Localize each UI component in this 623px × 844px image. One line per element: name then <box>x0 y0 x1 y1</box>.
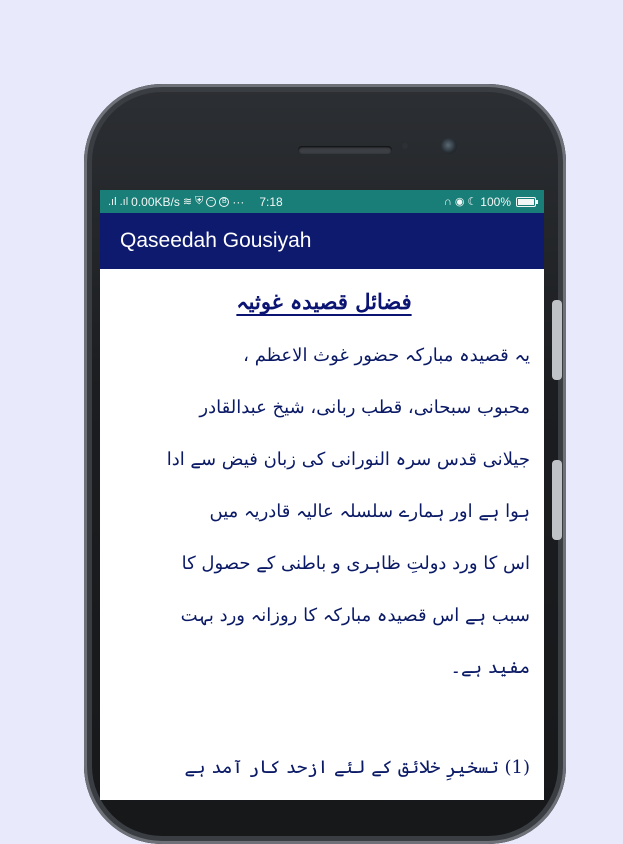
status-bar <box>100 190 544 213</box>
signal-bars-icon: .ıl .ıl <box>108 195 129 208</box>
paragraph-line: سبب ہے اس قصیدہ مبارکہ کا روزانہ ورد بہت <box>180 605 530 626</box>
earpiece-speaker <box>298 146 392 154</box>
status-time: 7:18 <box>259 194 283 209</box>
headset-icon: ∩ <box>443 195 452 208</box>
paragraph-line: یہ قصیدہ مبارکہ حضور غوث الاعظم ، <box>243 345 530 366</box>
moon-icon: ☾ <box>467 196 478 208</box>
description-paragraph <box>118 330 530 694</box>
content-area[interactable] <box>100 269 544 794</box>
paragraph-line: مفید ہے۔ <box>450 657 530 678</box>
status-bar-left <box>108 195 283 209</box>
paragraph-line: جیلانی قدس سرہ النورانی کی زبان فیض سے ادا <box>166 449 530 470</box>
wifi-icon: ≋ <box>182 196 193 208</box>
paragraph-line: محبوب سبحانی، قطب ربانی، شیخ عبدالقادر <box>199 397 530 418</box>
shield-icon: ⛨ <box>195 195 204 207</box>
battery-icon <box>516 197 536 207</box>
network-speed: 0.00KB/s <box>131 194 180 209</box>
phone-screen <box>100 190 544 800</box>
benefit-item-1: (1) تسخیرِ خلائق کے لئے ازحد کار آمد ہے <box>184 757 530 778</box>
status-bar-right <box>444 195 536 209</box>
app-bar <box>100 213 544 269</box>
messenger-icon: ~ <box>206 197 216 207</box>
front-camera <box>441 138 457 154</box>
power-button <box>552 460 562 540</box>
more-notifications-icon: ··· <box>232 194 245 209</box>
paragraph-line: اس کا ورد دولتِ ظاہری و باطنی کے حصول کا <box>181 553 530 574</box>
volume-button <box>552 300 562 380</box>
paragraph-line: ہوا ہے اور ہمارے سلسلہ عالیہ قادریہ میں <box>209 501 530 522</box>
eye-icon: ◉ <box>454 196 465 208</box>
proximity-sensor <box>402 143 408 149</box>
app-title: Qaseedah Gousiyah <box>120 229 312 252</box>
b-icon: B <box>219 197 229 207</box>
section-heading: فضائل قصیدہ غوثیہ <box>236 289 412 314</box>
battery-percent: 100% <box>480 194 511 209</box>
